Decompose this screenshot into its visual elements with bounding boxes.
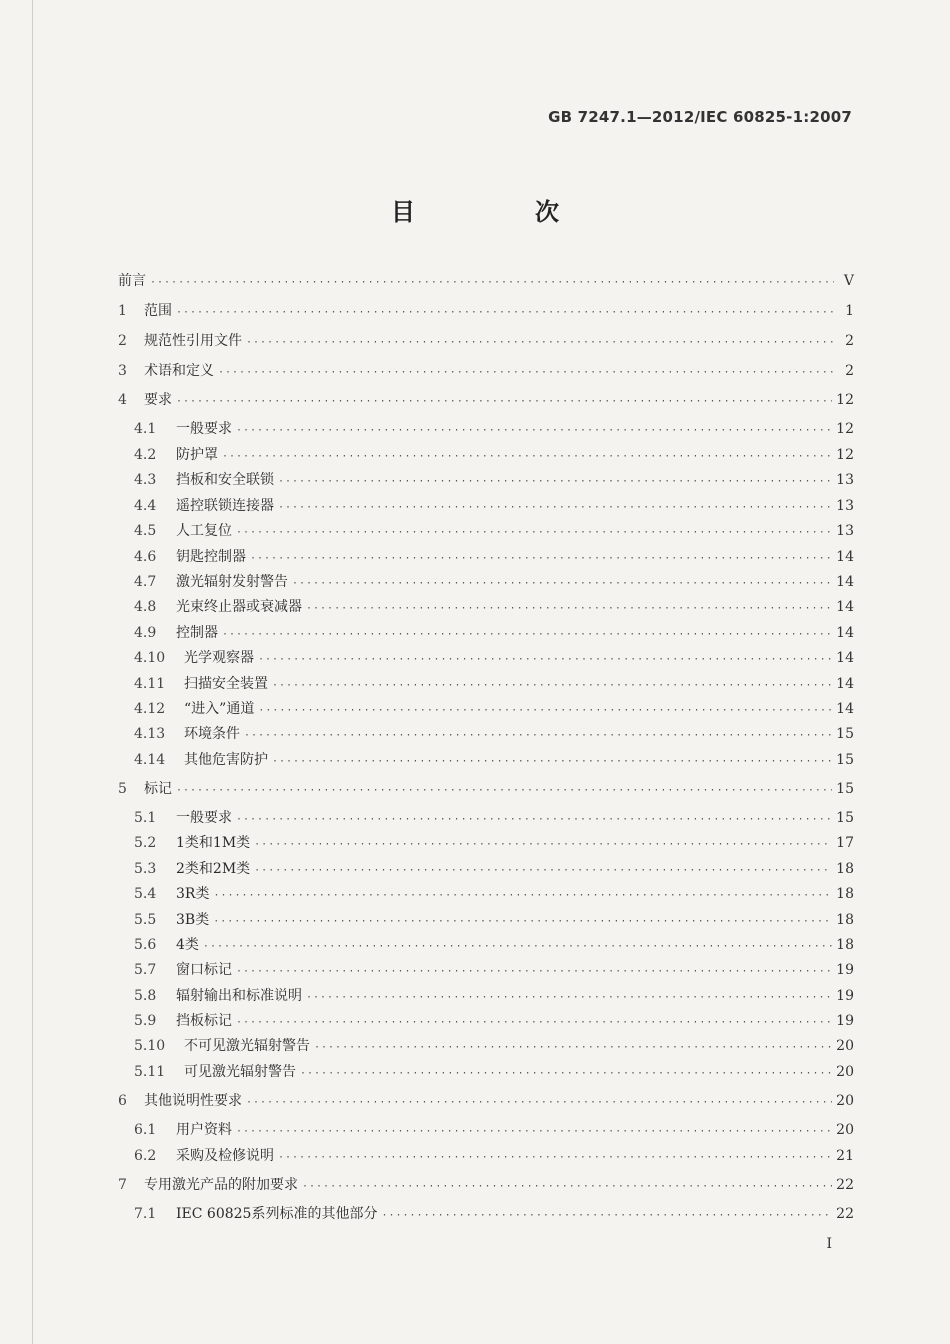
- toc-entry-page: 13: [836, 523, 854, 539]
- toc-entry-page: 22: [836, 1177, 854, 1193]
- page-number: I: [826, 1236, 832, 1252]
- toc-entry-label: 规范性引用文件: [144, 333, 242, 349]
- toc-entry[interactable]: [118, 548, 854, 566]
- toc-entry[interactable]: [118, 936, 854, 954]
- toc-entry-label: IEC 60825系列标准的其他部分: [176, 1206, 378, 1222]
- toc-entry-page: 15: [836, 781, 854, 797]
- toc-entry-number: 2: [118, 333, 127, 349]
- toc-leader-dots: [236, 524, 832, 542]
- toc-entry-page: 14: [836, 574, 854, 590]
- page-title: 目 次: [391, 198, 607, 226]
- toc-entry-number: 5.11: [134, 1064, 166, 1080]
- toc-entry-label: 光束终止器或衰减器: [176, 599, 302, 615]
- toc-entry-page: 19: [836, 962, 854, 978]
- toc-entry-number: 7: [118, 1177, 127, 1193]
- toc-entry[interactable]: [118, 1037, 854, 1055]
- toc-leader-dots: [250, 550, 832, 568]
- toc-entry-number: 4.14: [134, 752, 166, 768]
- toc-entry[interactable]: [118, 522, 854, 540]
- toc-entry-number: 5.10: [134, 1038, 166, 1054]
- toc-leader-dots: [176, 782, 832, 800]
- toc-entry-page: 20: [836, 1093, 854, 1109]
- toc-leader-dots: [302, 1178, 832, 1196]
- toc-entry[interactable]: [118, 497, 854, 515]
- toc-entry-page: 14: [836, 701, 854, 717]
- toc-entry-number: 4.1: [134, 421, 157, 437]
- toc-entry-number: 4: [118, 392, 127, 408]
- toc-entry-page: 12: [836, 421, 854, 437]
- toc-entry-number: 4.7: [134, 574, 157, 590]
- toc-entry-page: 1: [845, 303, 854, 319]
- toc-entry[interactable]: [118, 1063, 854, 1081]
- toc-entry-label: 3R类: [176, 886, 210, 902]
- standard-id: GB 7247.1—2012/IEC 60825-1:2007: [548, 108, 852, 126]
- toc-entry-page: V: [843, 273, 854, 289]
- toc-entry[interactable]: [118, 780, 854, 798]
- toc-entry-label: 术语和定义: [144, 363, 214, 379]
- toc-entry-number: 5.1: [134, 810, 157, 826]
- toc-entry-label: 挡板标记: [176, 1013, 232, 1029]
- toc-entry-number: 5: [118, 781, 127, 797]
- toc-entry-label: 光学观察器: [184, 650, 254, 666]
- toc-entry[interactable]: [118, 809, 854, 827]
- toc-entry-number: 5.3: [134, 861, 157, 877]
- toc-leader-dots: [236, 422, 832, 440]
- toc-entry-label: 挡板和安全联锁: [176, 472, 274, 488]
- toc-entry-number: 4.4: [134, 498, 157, 514]
- toc-leader-dots: [278, 473, 832, 491]
- toc-entry[interactable]: [118, 272, 854, 290]
- toc-entry-label: 采购及检修说明: [176, 1148, 274, 1164]
- toc-leader-dots: [254, 862, 832, 880]
- toc-leader-dots: [176, 393, 832, 411]
- toc-entry[interactable]: [118, 1205, 854, 1223]
- toc-entry[interactable]: [118, 649, 854, 667]
- toc-entry-number: 5.6: [134, 937, 157, 953]
- toc-leader-dots: [150, 274, 834, 292]
- toc-entry-label: 3B类: [176, 912, 210, 928]
- toc-entry-page: 2: [845, 333, 854, 349]
- toc-leader-dots: [314, 1039, 832, 1057]
- toc-entry[interactable]: [118, 1176, 854, 1194]
- toc-entry[interactable]: [118, 961, 854, 979]
- toc-entry-label: 2类和2M类: [176, 861, 251, 877]
- toc-entry-page: 20: [836, 1064, 854, 1080]
- toc-entry-page: 18: [836, 912, 854, 928]
- toc-entry-page: 12: [836, 392, 854, 408]
- toc-leader-dots: [278, 1149, 832, 1167]
- toc-entry-page: 20: [836, 1122, 854, 1138]
- toc-leader-dots: [236, 811, 832, 829]
- toc-entry-label: 防护罩: [176, 447, 218, 463]
- toc-entry-label: 标记: [144, 781, 172, 797]
- toc-entry-number: 5.7: [134, 962, 157, 978]
- toc-leader-dots: [222, 448, 832, 466]
- toc-entry[interactable]: [118, 420, 854, 438]
- toc-entry-page: 21: [836, 1148, 854, 1164]
- toc-entry-label: 用户资料: [176, 1122, 232, 1138]
- toc-entry[interactable]: [118, 1012, 854, 1030]
- toc-leader-dots: [203, 938, 832, 956]
- toc-entry-page: 14: [836, 676, 854, 692]
- toc-entry[interactable]: [118, 1121, 854, 1139]
- toc-entry[interactable]: [118, 675, 854, 693]
- toc-leader-dots: [272, 753, 832, 771]
- toc-entry[interactable]: [118, 391, 854, 409]
- toc-entry[interactable]: [118, 598, 854, 616]
- toc-entry-number: 7.1: [134, 1206, 157, 1222]
- toc-entry-page: 15: [836, 810, 854, 826]
- toc-leader-dots: [292, 575, 832, 593]
- toc-entry-label: 1类和1M类: [176, 835, 251, 851]
- toc-entry-page: 14: [836, 549, 854, 565]
- toc-entry-label: 其他危害防护: [184, 752, 268, 768]
- toc-leader-dots: [278, 499, 832, 517]
- toc-leader-dots: [213, 913, 832, 931]
- toc-entry-page: 20: [836, 1038, 854, 1054]
- toc-entry[interactable]: [118, 751, 854, 769]
- toc-entry-number: 1: [118, 303, 127, 319]
- toc-entry-label: 扫描安全装置: [184, 676, 268, 692]
- toc-entry-page: 14: [836, 599, 854, 615]
- toc-leader-dots: [244, 727, 832, 745]
- toc-entry-number: 5.8: [134, 988, 157, 1004]
- toc-entry-number: 5.4: [134, 886, 157, 902]
- toc-entry-label: 范围: [144, 303, 172, 319]
- toc-entry-page: 14: [836, 625, 854, 641]
- toc-entry-number: 4.9: [134, 625, 157, 641]
- toc-entry-label: 前言: [118, 273, 146, 289]
- toc-entry-label: 控制器: [176, 625, 218, 641]
- toc-entry-number: 3: [118, 363, 127, 379]
- toc-entry-number: 4.2: [134, 447, 157, 463]
- toc-entry[interactable]: [118, 302, 854, 320]
- toc-leader-dots: [236, 1123, 832, 1141]
- toc-entry-page: 17: [836, 835, 854, 851]
- toc-leader-dots: [222, 626, 832, 644]
- toc-entry-number: 4.3: [134, 472, 157, 488]
- toc-entry-label: 窗口标记: [176, 962, 232, 978]
- toc-entry-label: 不可见激光辐射警告: [184, 1038, 310, 1054]
- toc-entry[interactable]: [118, 1092, 854, 1110]
- toc-leader-dots: [306, 989, 832, 1007]
- toc-entry-page: 14: [836, 650, 854, 666]
- toc-entry-page: 19: [836, 988, 854, 1004]
- toc-entry-number: 4.5: [134, 523, 157, 539]
- toc-entry-number: 6.2: [134, 1148, 157, 1164]
- toc-leader-dots: [246, 1094, 832, 1112]
- toc-entry-label: 专用激光产品的附加要求: [144, 1177, 298, 1193]
- toc-entry-number: 6: [118, 1093, 127, 1109]
- toc-entry-number: 6.1: [134, 1122, 157, 1138]
- toc-entry-label: 一般要求: [176, 810, 232, 826]
- toc-entry[interactable]: [118, 332, 854, 350]
- toc-entry-label: 人工复位: [176, 523, 232, 539]
- toc-entry[interactable]: [118, 624, 854, 642]
- toc-entry[interactable]: [118, 446, 854, 464]
- toc-leader-dots: [381, 1207, 832, 1225]
- toc-leader-dots: [236, 1014, 832, 1032]
- toc-entry[interactable]: [118, 573, 854, 591]
- toc-leader-dots: [254, 836, 832, 854]
- toc-entry-number: 5.5: [134, 912, 157, 928]
- toc-entry-label: 可见激光辐射警告: [184, 1064, 296, 1080]
- toc-leader-dots: [213, 887, 832, 905]
- toc-entry-page: 15: [836, 752, 854, 768]
- toc-entry-label: 辐射输出和标准说明: [176, 988, 302, 1004]
- toc-entry[interactable]: [118, 911, 854, 929]
- toc-entry-label: 要求: [144, 392, 172, 408]
- toc-entry-number: 5.9: [134, 1013, 157, 1029]
- toc-entry[interactable]: [118, 987, 854, 1005]
- toc-entry-page: 19: [836, 1013, 854, 1029]
- toc-entry-label: 一般要求: [176, 421, 232, 437]
- toc-leader-dots: [258, 651, 832, 669]
- toc-leader-dots: [236, 963, 832, 981]
- toc-leader-dots: [258, 702, 832, 720]
- toc-entry-number: 4.12: [134, 701, 166, 717]
- toc-entry[interactable]: [118, 1147, 854, 1165]
- toc-leader-dots: [272, 677, 832, 695]
- toc-entry-number: 4.8: [134, 599, 157, 615]
- toc-entry-label: 钥匙控制器: [176, 549, 246, 565]
- toc-entry-label: 激光辐射发射警告: [176, 574, 288, 590]
- toc-entry[interactable]: [118, 885, 854, 903]
- toc-entry-number: 4.13: [134, 726, 166, 742]
- toc-entry-page: 13: [836, 498, 854, 514]
- toc-entry-page: 18: [836, 937, 854, 953]
- toc-entry[interactable]: [118, 362, 854, 380]
- toc-leader-dots: [246, 334, 834, 352]
- toc-entry-page: 12: [836, 447, 854, 463]
- toc-leader-dots: [306, 600, 832, 618]
- toc-entry-number: 4.6: [134, 549, 157, 565]
- toc-entry-label: “进入”通道: [184, 701, 255, 717]
- toc-entry[interactable]: [118, 834, 854, 852]
- toc-entry[interactable]: [118, 860, 854, 878]
- toc-leader-dots: [218, 364, 834, 382]
- toc-leader-dots: [176, 304, 834, 322]
- toc-entry-page: 13: [836, 472, 854, 488]
- toc-entry-label: 其他说明性要求: [144, 1093, 242, 1109]
- toc-entry-page: 22: [836, 1206, 854, 1222]
- toc-leader-dots: [300, 1065, 832, 1083]
- toc-entry-page: 2: [845, 363, 854, 379]
- toc-entry-page: 18: [836, 886, 854, 902]
- toc-entry-label: 环境条件: [184, 726, 240, 742]
- toc-entry-page: 15: [836, 726, 854, 742]
- toc-entry-number: 4.11: [134, 676, 166, 692]
- toc-entry-label: 遥控联锁连接器: [176, 498, 274, 514]
- toc-entry-number: 5.2: [134, 835, 157, 851]
- toc-entry-number: 4.10: [134, 650, 166, 666]
- toc-entry[interactable]: [118, 700, 854, 718]
- toc-entry[interactable]: [118, 471, 854, 489]
- toc-entry[interactable]: [118, 725, 854, 743]
- toc-entry-page: 18: [836, 861, 854, 877]
- toc-entry-label: 4类: [176, 937, 199, 953]
